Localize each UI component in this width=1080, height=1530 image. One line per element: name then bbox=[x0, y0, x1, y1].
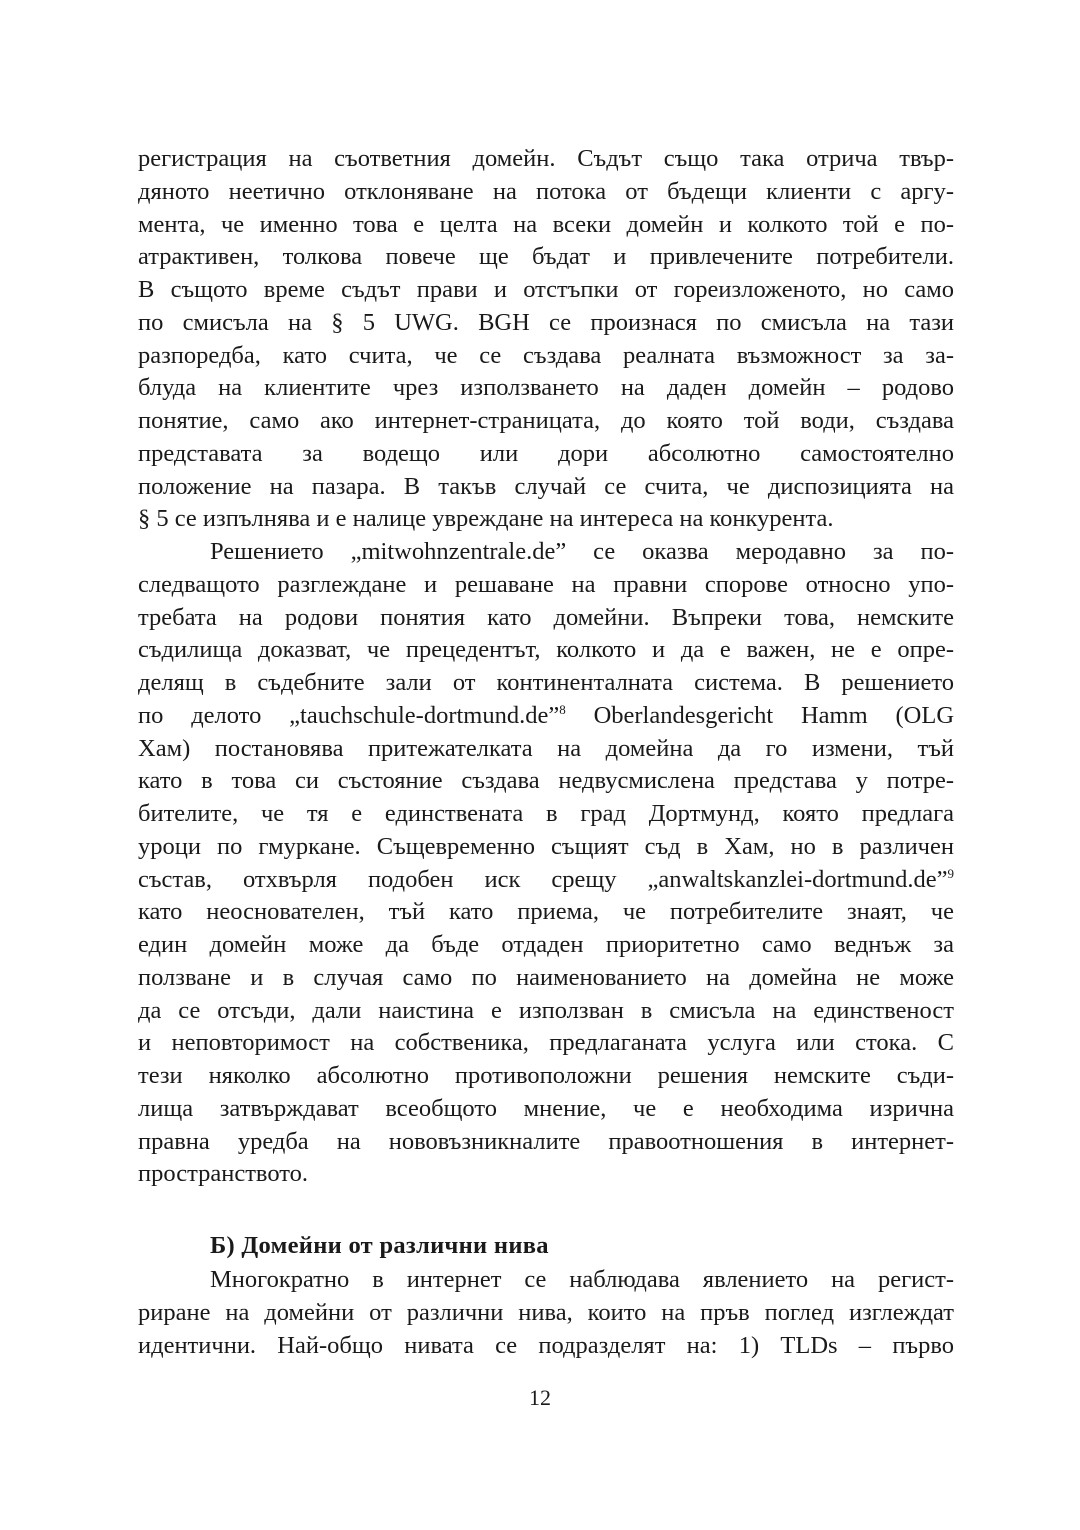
text-line: един домейн може да бъде отдаден приоритетно само веднъж за bbox=[138, 931, 954, 958]
text-line: като в това си състояние създава недвусмислена представа у потре- bbox=[138, 767, 954, 795]
text-line: блуда на клиентите чрез използването на даден домейн – родово bbox=[138, 374, 954, 402]
text-line bbox=[138, 864, 954, 897]
section-text bbox=[138, 1264, 954, 1362]
text-line: разпоредба, като счита, че се създава реалната възможност за за- bbox=[138, 341, 954, 369]
text-line: положение на пазара. В такъв случай се счита, че диспозицията на bbox=[138, 472, 954, 500]
text-segment: Oberlandesgericht Hamm (OLG bbox=[565, 701, 955, 729]
text-line: съдилища доказват, че прецедентът, колкото и да е важен, не е опре- bbox=[138, 636, 954, 664]
text-line: риране на домейни от различни нива, които на пръв поглед изглеждат bbox=[138, 1298, 954, 1326]
text-line: следващото разглеждане и решаване на правни спорове относно упо- bbox=[138, 570, 954, 598]
page-number: 12 bbox=[529, 1385, 551, 1410]
footnote-ref-8[interactable]: 8 bbox=[559, 701, 566, 717]
text-line: като неоснователен, тъй като приема, че потребителите знаят, че bbox=[138, 898, 954, 926]
body-text bbox=[138, 143, 954, 1191]
text-line: по смисъла на § 5 UWG. BGH се произнася по смисъла на тази bbox=[138, 308, 954, 336]
text-line: понятие, само ако интернет-страницата, до която той води, създава bbox=[138, 407, 954, 434]
text-line: правна уредба на нововъзникналите правоотношения в интернет- bbox=[138, 1127, 954, 1155]
section-heading: Б) Домейни от различни нива bbox=[210, 1232, 549, 1259]
text-line: дяното неетично отклоняване на потока от бъдещи клиенти с аргу- bbox=[138, 177, 954, 205]
text-line: пространството. bbox=[138, 1160, 309, 1188]
text-line: Хам) постановява притежателката на домейна да го измени, тъй bbox=[138, 734, 954, 762]
text-line: идентични. Най-общо нивата се подразделят на: 1) TLDs – първо bbox=[138, 1331, 954, 1359]
text-line: В същото време съдът прави и отстъпки от гореизложеното, но само bbox=[138, 276, 954, 303]
text-line: лища затвърждават всеобщото мнение, че е необходима изрична bbox=[138, 1094, 954, 1122]
text-line: мента, че именно това е целта на всеки домейн и колкото той е по- bbox=[138, 210, 954, 238]
text-line: тези няколко абсолютно противоположни решения немските съди- bbox=[138, 1062, 954, 1089]
text-segment: състав, отхвърля подобен иск срещу „anwaltskanzlei-dortmund.de” bbox=[138, 865, 948, 893]
text-line: да се отсъди, дали наистина е използван в смисъла на единственост bbox=[138, 996, 954, 1024]
text-line: бителите, че тя е единствената в град Дортмунд, която предлага bbox=[138, 800, 954, 827]
text-line: атрактивен, толкова повече ще бъдат и привлечените потребители. bbox=[138, 243, 954, 271]
text-line: требата на родови понятия като домейни. Въпреки това, немските bbox=[138, 603, 954, 631]
text-line: представата за водещо или дори абсолютно самостоятелно bbox=[138, 439, 954, 467]
text-line: ползване и в случая само по наименованието на домейна не може bbox=[138, 963, 954, 991]
text-line: Решението „mitwohnzentrale.de” се оказва меродавно за по- bbox=[210, 538, 954, 565]
text-line: § 5 се изпълнява и е налице увреждане на интереса на конкурента. bbox=[138, 505, 834, 533]
footnote-ref-9[interactable]: 9 bbox=[947, 865, 954, 881]
text-line: и неповторимост на собственика, предлаганата услуга или стока. С bbox=[138, 1029, 954, 1057]
text-line: регистрация на съответния домейн. Съдът също така отрича твър- bbox=[138, 145, 954, 172]
text-line: Многократно в интернет се наблюдава явлението на регист- bbox=[210, 1266, 954, 1293]
text-segment: по делото „tauchschule-dortmund.de” bbox=[138, 701, 560, 729]
text-line: уроци по гмуркане. Същевременно същият съд в Хам, но в различен bbox=[138, 832, 954, 860]
text-line bbox=[138, 700, 954, 733]
text-line: делящ в съдебните зали от континенталната система. В решението bbox=[138, 669, 954, 696]
